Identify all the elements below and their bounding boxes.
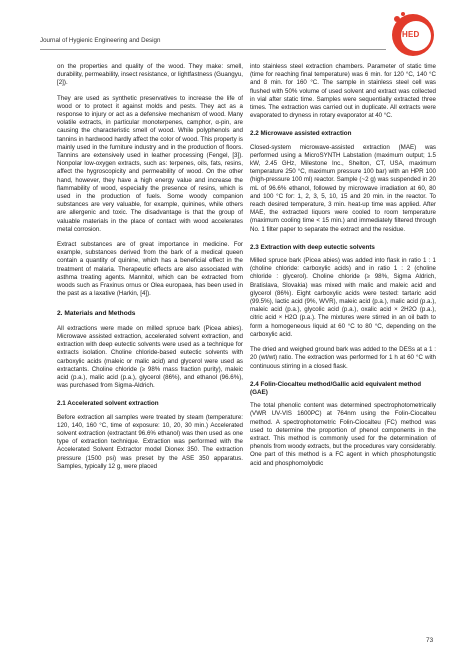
paragraph: Extract substances are of great importance in medicine. For example, substances derived from the bark of a medical queen contain a quantity of quinine, which has a beneficial effect in the treatment of malaria. Therapeutic effects are also associated with asthma treating agents. Mannitol, which can be extracted from woods such as Fraxinus ornus or Olea europaea, has been used in the past as a laxative (Harkin, [4]). — [57, 241, 243, 298]
subsection-heading: 2.1 Accelerated solvent extraction — [57, 400, 159, 408]
logo-text: HED — [402, 30, 420, 39]
paragraph: on the properties and quality of the wood. They make: smell, durability, permeability, insect resistance, or lightfastness (Guangyu, [2]). — [57, 63, 243, 87]
logo-bubble — [394, 16, 400, 22]
paragraph: Before extraction all samples were treated by steam (temperature: 120, 140, 160 °C, time of exposure: 10, 20, 30 min.) Accelerated solvent extraction (extractant 96.6% ethanol) was then used as one type of extraction technique. Extraction was performed with the Accelerated Solvent Extractor model Dionex 350. The extraction pressure (1500 psi) was preset by the ASE 350 apparatus. Samples, typically 12 g, were placed — [57, 413, 243, 470]
journal-title: Journal of Hygienic Engineering and Design — [40, 37, 161, 44]
paragraph: They are used as synthetic preservatives to increase the life of wood or to protect it against molds and pests. They act as a response to injury or act as a defensive mechanism of wood. Many volatile extracts, in particular monoterpenes, camphor, α-pin, are causing the characteristic smell of wood. While polyphenols and tannins in hardwood hardly affect the color of wood. This property is mainly used in the furniture industry and in the production of floors. Tannins are extensively used in leather processing (Fengel, [3]). Nonpolar low-oxygen extracts, such as: terpenes, oils, fats, resins, affect the hygroscopicity and permeability of wood. On the other hand, however, they have a high energy value and increase the flammability of wood, especially the presence of resins, which is used in the production of fuels. Some woody companion substances are very valuable, for example, quinines, while others are allergenic and toxic. The disadvantage is that the group of valuable materials in the place of contact with wood accelerates metal corrosion. — [57, 94, 243, 233]
subsection-heading: 2.3 Extraction with deep eutectic solvents — [250, 243, 375, 251]
paragraph: into stainless steel extraction chambers. Parameter of static time (time for reaching final temperature) was 6 min. for 120 °C, 140 °C and 8 min. for 160 °C. The sample in stainless steel cell was flushed with 50% volume of used solvent and extract was collected in vial after static time. Samples were sequentially extracted three times. The extraction was carried out in duplicate. All extracts were evaporated to dryness in rotary evaporator at 40 °C. — [250, 63, 436, 120]
subsection-heading: 2.4 Folin-Ciocalteu method/Gallic acid equivalent method (GAE) — [250, 380, 422, 396]
right-column — [250, 63, 436, 475]
page-header — [0, 0, 474, 58]
paragraph: The total phenolic content was determined spectrophotometrically (VWR UV-VIS 1600PC) at 764nm using the Folin-Ciocalteu method. A spectrophotometric Folin-Ciocalteu (FC) method was used to determine the proportion of phenol components in the extract. This method is commonly used for the determination of phenols from woody extracts, but the procedures vary considerably. One part of this method is a FC agent in which phosphotungstic acid and phosphomolybdic — [250, 402, 436, 467]
section-heading: 2. Materials and Methods — [57, 310, 136, 318]
paragraph: Closed-system microwave-assisted extraction (MAE) was performed using a MicroSYNTH Labstation (maximum output; 1.5 kW, 2.45 GHz, Milestone Inc., Shelton, CT, USA, maximum temperature 250 °C, maximum pressure 100 bar) with an HPR 100 (high-pressure 100 ml) reactor. Sample (~2 g) was suspended in 20 mL of 96.6% ethanol, followed by microwave irradiation at 60, 80 and 100 °C for: 1, 2, 3, 5, 10, 15 and 20 min. in the reactor. To reach desired temperature, 3 min. heat-up time was applied. After MAE, the extracted liquors were cooled to room temperature (maximum cooling time < 15 min.) and immediately filtered through No. 1 filter paper to separate the extract and the residue. — [250, 143, 436, 233]
hed-logo — [392, 14, 434, 56]
paragraph: The dried and weighed ground bark was added to the DESs at a 1 : 20 (wt/wt) ratio. The extraction was performed for 1 h at 60 °C with continuous stirring in a closed flask. — [250, 346, 436, 370]
page-number: 73 — [426, 637, 434, 644]
subsection-heading: 2.2 Microwave assisted extraction — [250, 130, 352, 138]
paragraph: All extractions were made on milled spruce bark (Picea abies). Microwave assisted extraction, accelerated solvent extraction, and extraction with deep eutectic solvents were used as a technique for extracts isolation. Choline chloride-based eutectic solvents with carboxylic acids (maleic or malic acid) and glycerol were used as extractants. Choline chloride (≥ 98% mass fraction purity), maleic acid (p.a.), malic acid (p.a.), glycerol (86%), and ethanol (96.6%), was purchased from Sigma-Aldrich. — [57, 324, 243, 390]
header-divider — [40, 49, 386, 50]
left-column — [57, 63, 243, 478]
paragraph: Milled spruce bark (Picea abies) was added into flask in ratio 1 : 1 (choline chloride: carboxylic acids) and in ratio 1 : 2 (choline chloride : glycerol). Choline chloride (≥ 98%, Sigma Aldrich, Bratislava, Slovakia) was mixed with malic and maleic acid and glycerol (86%). Eight carboxylic acids were tested: tartaric acid (99.5%), lactic acid (9%, WVR), maleic acid (p.a.), malic acid (p.a.), maleic acid (p.a.), glycolic acid (p.a.), oxalic acid × 2H2O (p.a.), citric acid × H2O (p.a.). The mixtures were stirred in an oil bath to form a homogeneous liquid at 60 °C to 80 °C, depending on the carboxylic acid. — [250, 257, 436, 338]
logo-bubble — [401, 12, 405, 16]
